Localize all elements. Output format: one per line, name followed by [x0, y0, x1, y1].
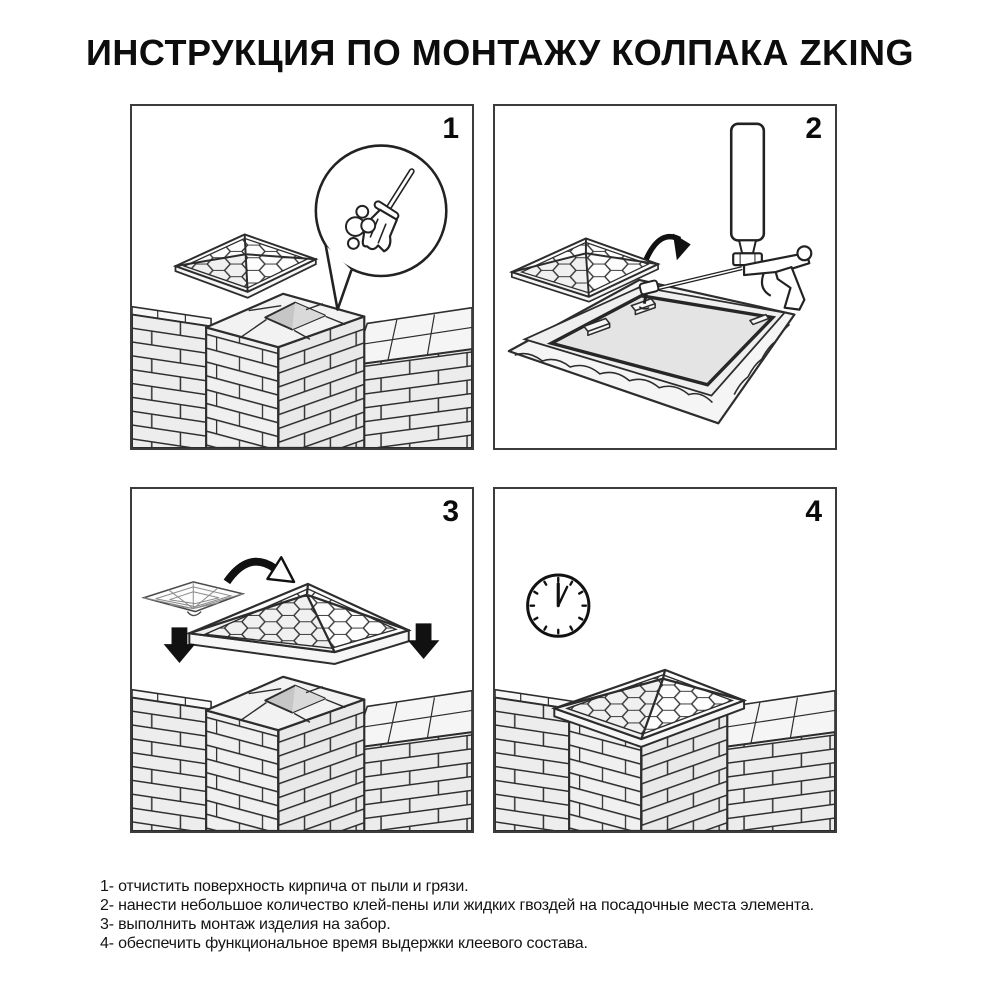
flip-arrow-icon — [646, 234, 690, 261]
step-number-1: 1 — [442, 112, 459, 145]
step-3-illustration — [132, 489, 472, 831]
foam-canister — [731, 124, 764, 241]
instruction-line-3: 3- выполнить монтаж изделия на забор. — [100, 916, 391, 933]
clock-icon — [528, 575, 589, 636]
down-arrow-icon — [408, 623, 440, 659]
step-panel-3 — [130, 487, 474, 833]
instruction-line-4: 4- обеспечить функциональное время выдержки клеевого состава. — [100, 935, 588, 952]
step-panel-4 — [493, 487, 837, 833]
flip-arrow-icon — [227, 557, 294, 582]
instructions-list — [100, 877, 814, 953]
instruction-line-2: 2- нанести небольшое количество клей-пены или жидких гвоздей на посадочные места элемента. — [100, 897, 814, 914]
page-title: ИНСТРУКЦИЯ ПО МОНТАЖУ КОЛПАКА ZKING — [85, 32, 914, 73]
step-panel-1 — [130, 104, 474, 450]
chimney-cap — [170, 227, 323, 301]
step-number-4: 4 — [805, 495, 822, 528]
gun-grip — [776, 267, 805, 310]
gun-trigger — [762, 273, 771, 296]
foam-gun-icon — [639, 124, 811, 310]
glue-tray — [509, 280, 795, 423]
step-2-illustration — [495, 106, 835, 448]
step-panel-2 — [493, 104, 837, 450]
step-number-3: 3 — [442, 495, 459, 528]
instruction-line-1: 1- отчистить поверхность кирпича от пыли и грязи. — [100, 878, 469, 895]
brick-pillar — [132, 677, 472, 831]
step-4-illustration — [495, 489, 835, 831]
step-1-illustration — [132, 106, 472, 448]
step-number-2: 2 — [805, 112, 822, 145]
brick-pillar — [132, 294, 472, 448]
inverted-cap — [144, 582, 243, 616]
